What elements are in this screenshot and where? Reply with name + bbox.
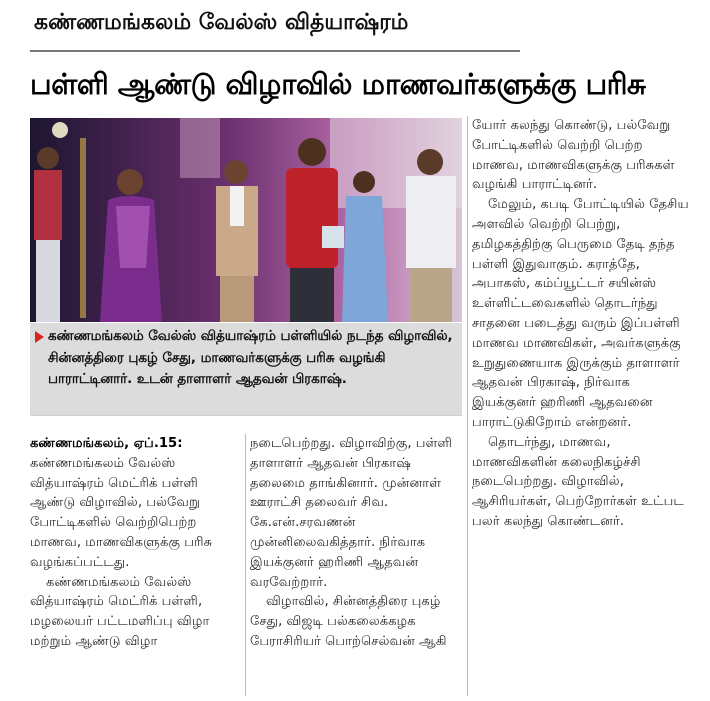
- photo-caption: [30, 323, 462, 416]
- article-paragraph: மேலும், கபடி போட்டியில் தேசிய அளவில் வெற்றி பெற்று, தமிழகத்திற்கு பெருமை தேடி தந்த பள்ளி இதுவாகும். கராத்தே, அபாகஸ், கம்ப்யூட்டர் சயின்ஸ் உள்ளிட்டவைகளில் தொடர்ந்து சாதனை படைத்து வரும் இப்பள்ளி மாணவ மாணவிகள், அவர்களுக்கு உறுதுணையாக இருக்கும் தாளாளர் ஆதவன் பிரகாஷ், நிர்வாக இயக்குனர் ஹரிணி ஆதவனை பாராட்டுகிறோம் என்றனர்.: [472, 197, 689, 430]
- section-kicker: கண்ணமங்கலம் வேல்ஸ் வித்யாஷ்ரம்: [34, 10, 409, 35]
- article-paragraph: நடைபெற்றது. விழாவிற்கு, பள்ளி தாளாளர் ஆதவன் பிரகாஷ் தலைமை தாங்கினார். முன்னாள் ஊராட்சி தலைவர் சிவ. கே.என்.சரவணன் முன்னிலைவகித்தார். நிர்வாக இயக்குனர் ஹரிணி ஆதவன் வரவேற்றார்.: [250, 436, 453, 590]
- kicker-divider: [30, 50, 520, 52]
- dateline: கண்ணமங்கலம், ஏப்.15:: [30, 436, 183, 451]
- caption-text: கண்ணமங்கலம் வேல்ஸ் வித்யாஷ்ரம் பள்ளியில் நடந்த விழாவில், சின்னத்திரை புகழ் சேது, மாணவர்களுக்கு பரிசு வழங்கி பாராட்டினார். உடன் தாளாளர் ஆதவன் பிரகாஷ்.: [48, 329, 453, 387]
- article-column-3: [472, 116, 692, 532]
- article-paragraph: [30, 434, 240, 573]
- article-paragraph: தொடர்ந்து, மாணவ, மாணவிகளின் கலைநிகழ்ச்சி நடைபெற்றது. விழாவில், ஆசிரியர்கள், பெற்றோர்கள் உட்பட பலர் கலந்து கொண்டனர்.: [472, 434, 684, 529]
- article-paragraph: கண்ணமங்கலம் வேல்ஸ் வித்யாஷ்ரம் மெட்ரிக் பள்ளி, மழலையர் பட்டமளிப்பு விழா மற்றும் ஆண்டு விழா: [30, 574, 210, 649]
- column-divider-right: [467, 116, 468, 696]
- article-column-1: [30, 434, 240, 652]
- event-photo: [30, 118, 462, 322]
- article-column-2: [250, 434, 464, 652]
- column-divider-left: [245, 434, 246, 696]
- caption-arrow-icon: [35, 331, 44, 343]
- article-paragraph: யோர் கலந்து கொண்டு, பல்வேறு போட்டிகளில் வெற்றி பெற்ற மாணவ, மாணவிகளுக்கு பரிசுகள் வழங்கி பாராட்டினர்.: [472, 118, 675, 193]
- paragraph-text: கண்ணமங்கலம் வேல்ஸ் வித்யாஷ்ரம் மெட்ரிக் பள்ளி ஆண்டு விழாவில், பல்வேறு போட்டிகளில் வெற்றிபெற்ற மாணவ, மாணவிகளுக்கு பரிசு வழங்கப்பட்டது.: [30, 455, 213, 570]
- headline: பள்ளி ஆண்டு விழாவில் மாணவர்களுக்கு பரிசு: [30, 67, 646, 101]
- article-paragraph: விழாவில், சின்னத்திரை புகழ் சேது, விஜடி பல்கலைக்கழக பேராசிரியர் பொற்செல்வன் ஆகி: [250, 594, 447, 649]
